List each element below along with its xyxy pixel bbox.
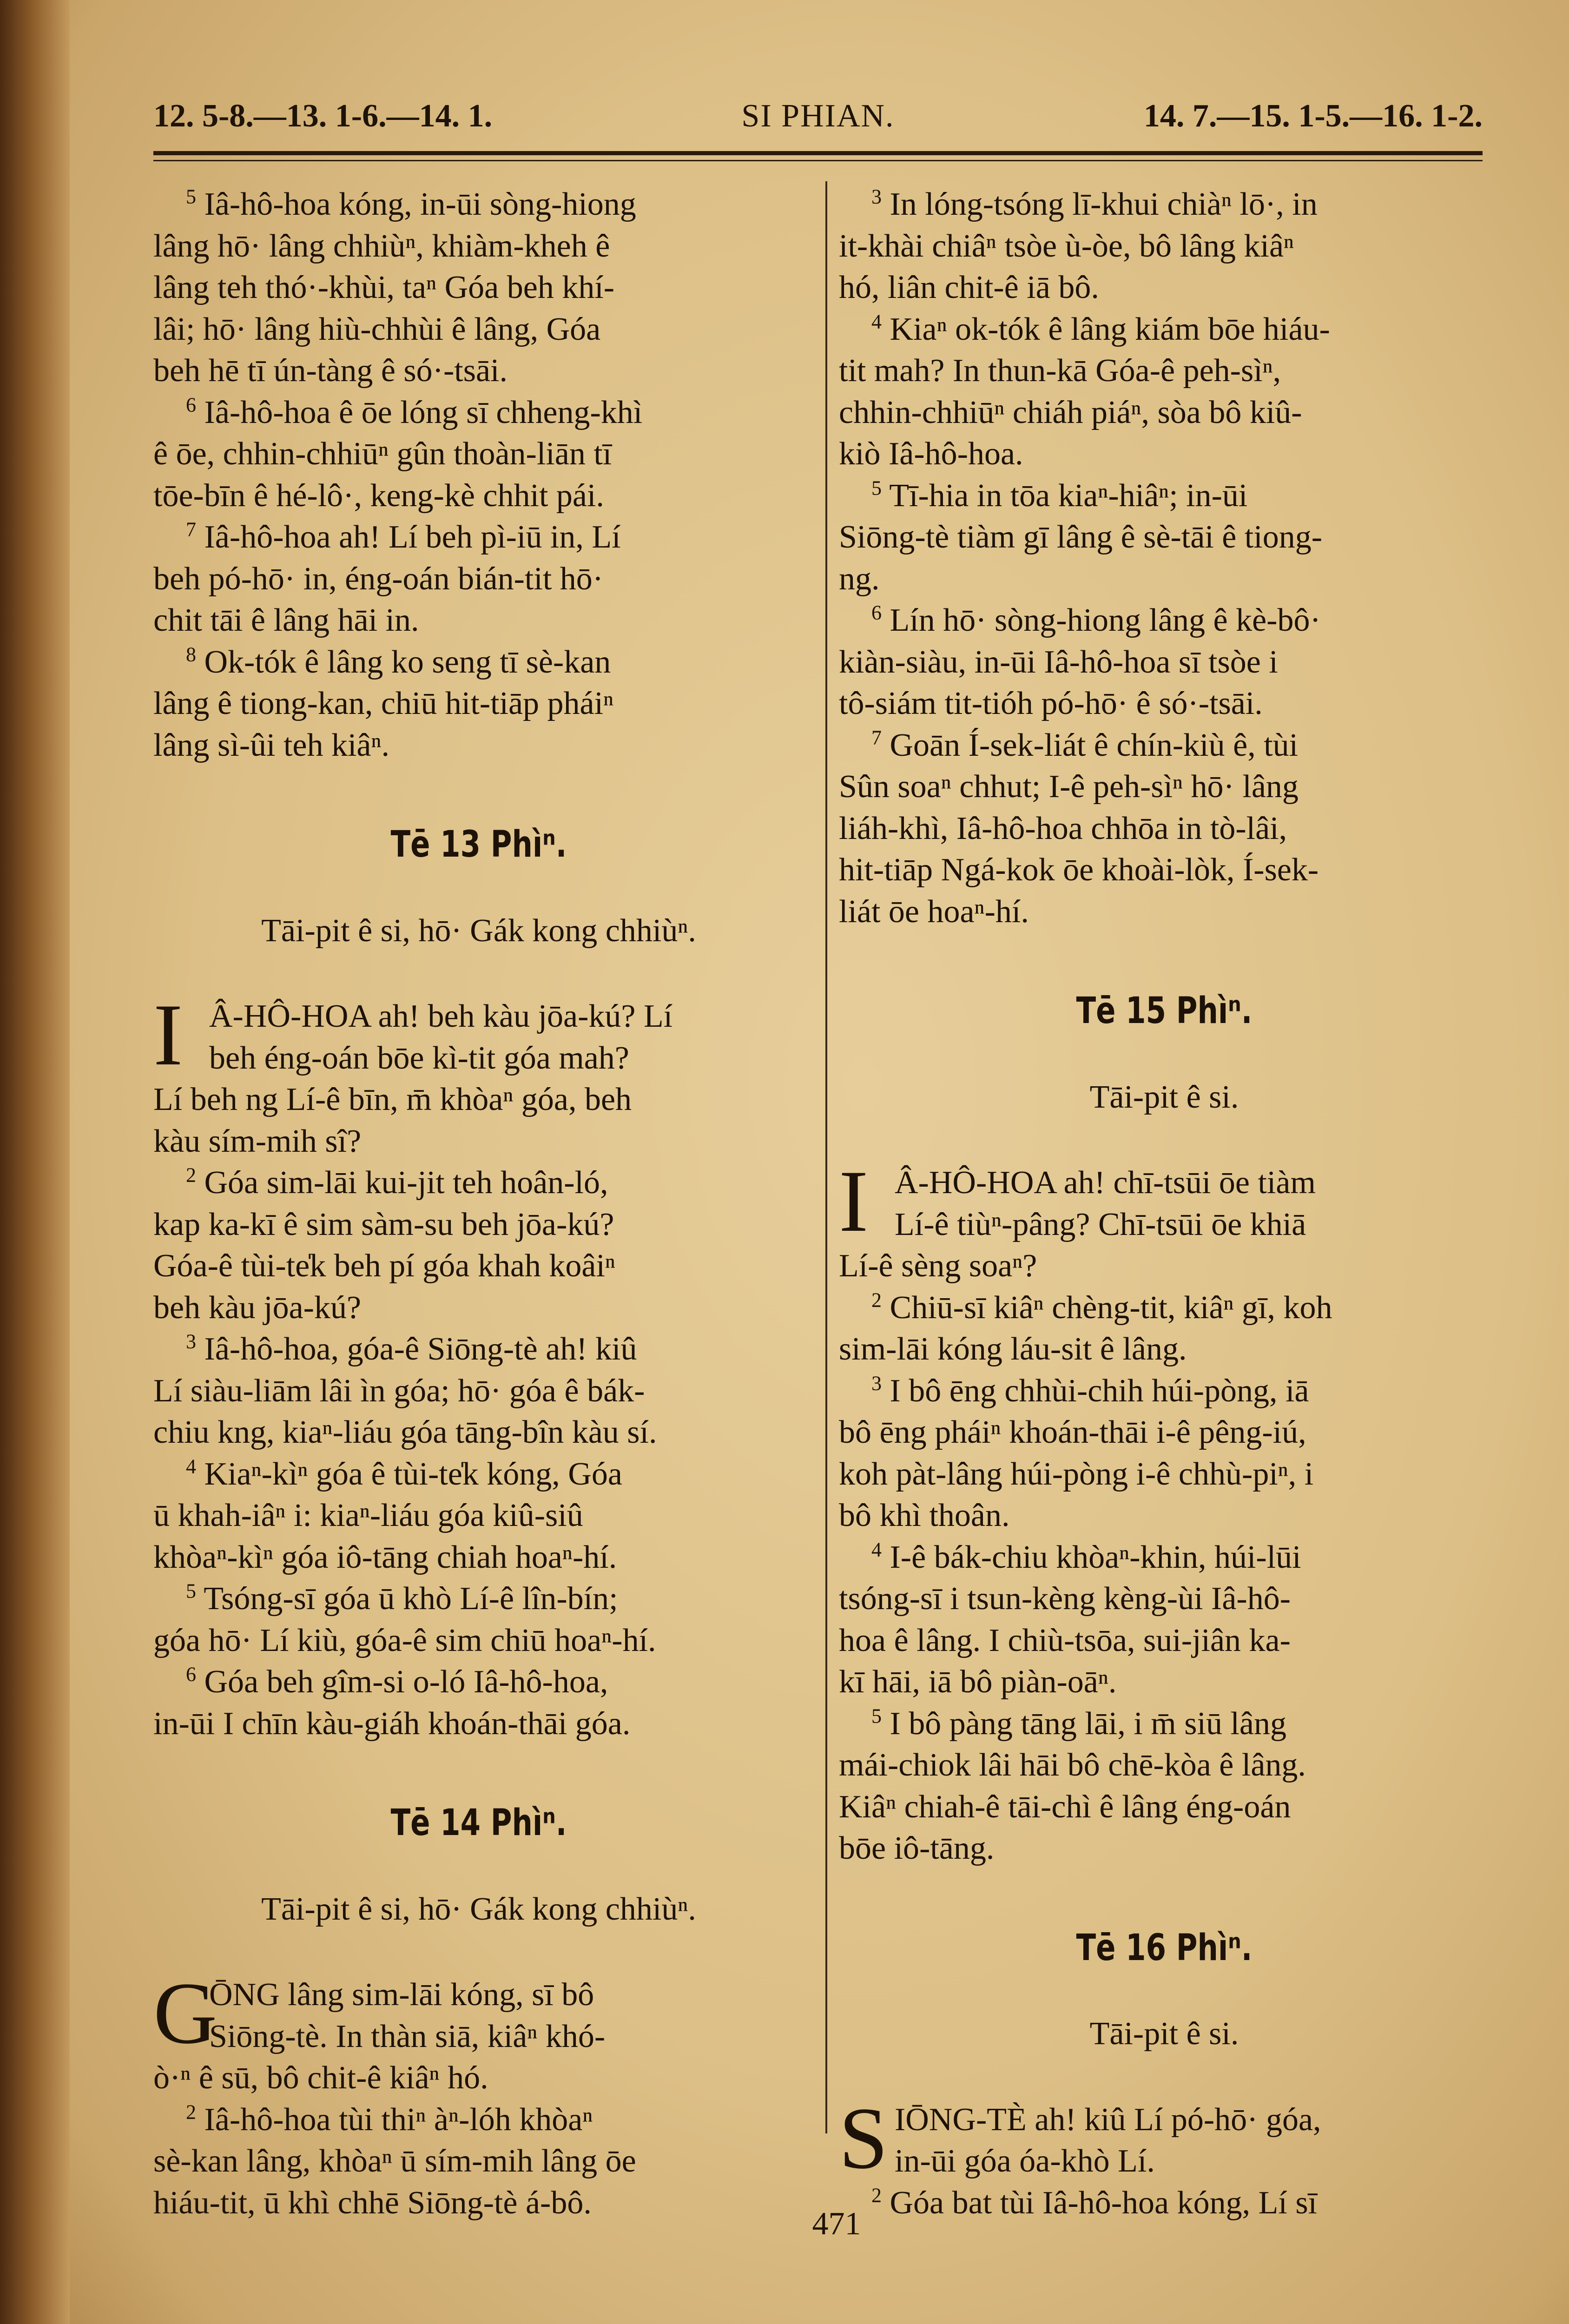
verse-number: 6 <box>871 601 882 624</box>
verse-14-1: G ŌNG lâng sim-lāi kóng, sī bô Siōng-tè. In thàn siā, kiâⁿ khó- <box>153 1965 606 2062</box>
verse-14-6: $^6$ Lín hō· sòng-hiong lâng ê kè-bô· kiàn-siàu, in-ūi Iâ-hô-hoa sī tsòe i tô-siám tit-tióh pó-hō· ê só·-tsāi. <box>839 601 1321 721</box>
chapter-16-title: Tē 16 Phìⁿ. <box>1076 1927 1253 1969</box>
left-column: $^5$ Iâ-hô-hoa kóng, in-ūi sòng-hiong lâng hō· lâng chhiùⁿ, khiàm-kheh ê lâng teh thó·-khùi, taⁿ Góa beh khí- lâi; hō· lâng hiù-chhùi ê lâng, Góa beh hē tī ún-tàng ê só·-tsāi. $^6$ Iâ-hô-hoa ê ōe lóng sī chheng-khì ê ōe, chhin-chhiūⁿ gûn thoàn-liān tī tōe-bīn ê hé-lô·, keng-kè chhit pái. $^7$ Iâ-hô-hoa ah! Lí beh pì-iū in, Lí beh pó-hō· in, éng-oán bián-tit hō· chit tāi ê lâng hāi in. $^8$ Ok-tók ê lâng ko seng tī sè-kan lâng ê tiong-kan, chiū hit-tiāp pháiⁿ lâng sì-ûi teh kiâⁿ. Tē 13 Phìⁿ. Tāi-pit ê si, hō· Gák kong chhiùⁿ. I Â-HÔ-HOA ah! beh kàu jōa-kú? Lí beh éng-oán bōe kì-tit góa mah? Lí beh ng Lí-ê bīn, m̄ khòaⁿ góa, beh kàu sím-mih sî? $^2$ Góa sim-lāi kui-jit teh hoân-ló, kap ka-kī ê sim sàm-su beh jōa-kú? Góa-ê tùi-te̍k beh pí góa khah koâiⁿ beh kàu jōa-kú? $^3$ Iâ-hô-hoa, góa-ê Siōng-tè ah! kiû Lí siàu-liām lâi ìn góa; hō· góa ê bák- chiu kng, kiaⁿ-liáu góa tāng-bîn kàu sí. $^4$ Kiaⁿ-kìⁿ góa ê tùi-te̍k kóng, Góa ū khah-iâⁿ i: kiaⁿ-liáu góa kiû-siû khòaⁿ-kìⁿ góa iô-tāng chiah hoaⁿ-hí. $^5$ Tsóng-sī góa ū khò Lí-ê lîn-bín; góa hō· Lí kiù, góa-ê sim chiū hoaⁿ-hí. $^6$ Góa beh gîm-si o-ló Iâ-hô-hoa, in-ūi I chīn kàu-giáh khoán-thāi góa. Tē 14 Phìⁿ. Tāi-pit ê si, hō· Gák kong chhiùⁿ. G ŌNG lâng sim-lāi kóng, sī bô Siōng-tè. In thàn siā, kiâⁿ khó- ò·ⁿ ê sū, bô chit-ê kiâⁿ hó. $^2$ Iâ-hô-hoa tùi thiⁿ àⁿ-lóh khòaⁿ sè-kan lâng, khòaⁿ ū sím-mih lâng ōe hiáu-tit, ū khì chhē Siōng-tè á-bô. <box>153 184 804 2224</box>
verse-16-2: $^2$ Góa bat tùi Iâ-hô-hoa kóng, Lí sī <box>871 2184 1318 2221</box>
page-number: 471 <box>812 2206 861 2242</box>
right-column: $^3$ In lóng-tsóng lī-khui chiàⁿ lō·, in it-khài chiâⁿ tsòe ù-òe, bô lâng kiâⁿ hó, liân chit-ê iā bô. $^4$ Kiaⁿ ok-tók ê lâng kiám bōe hiáu- tit mah? In thun-kā Góa-ê peh-sìⁿ, chhin-chhiūⁿ chiáh piáⁿ, sòa bô kiû- kiò Iâ-hô-hoa. $^5$ Tī-hia in tōa kiaⁿ-hiâⁿ; in-ūi Siōng-tè tiàm gī lâng ê sè-tāi ê tiong- ng. $^6$ Lín hō· sòng-hiong lâng ê kè-bô· kiàn-siàu, in-ūi Iâ-hô-hoa sī tsòe i tô-siám tit-tióh pó-hō· ê só·-tsāi. $^7$ Goān Í-sek-liát ê chín-kiù ê, tùi Sûn soaⁿ chhut; I-ê peh-sìⁿ hō· lâng liáh-khì, Iâ-hô-hoa chhōa in tò-lâi, hit-tiāp Ngá-kok ōe khoài-lòk, Í-sek- liát ōe hoaⁿ-hí. Tē 15 Phìⁿ. Tāi-pit ê si. I Â-HÔ-HOA ah! chī-tsūi ōe tiàm Lí-ê tiùⁿ-pâng? Chī-tsūi ōe khiā Lí-ê sèng soaⁿ? $^2$ Chiū-sī kiâⁿ chèng-tit, kiâⁿ gī, koh sim-lāi kóng láu-sit ê lâng. $^3$ I bô ēng chhùi-chih húi-pòng, iā bô ēng pháiⁿ khoán-thāi i-ê pêng-iú, koh pàt-lâng húi-pòng i-ê chhù-piⁿ, i bô khì thoân. $^4$ I-ê bák-chiu khòaⁿ-khin, húi-lūi tsóng-sī i tsun-kèng kèng-ùi Iâ-hô- hoa ê lâng. I chiù-tsōa, sui-jiân ka- kī hāi, iā bô piàn-oāⁿ. $^5$ I bô pàng tāng lāi, i m̄ siū lâng mái-chiok lâi hāi bô chē-kòa ê lâng. Kiâⁿ chiah-ê tāi-chì ê lâng éng-oán bōe iô-tāng. Tē 16 Phìⁿ. Tāi-pit ê si. S IŌNG-TÈ ah! kiû Lí pó-hō· góa, in-ūi góa óa-khò Lí. $^2$ Góa bat tùi Iâ-hô-hoa kóng, Lí sī <box>839 184 1490 2224</box>
verse-14-3: $^3$ In lóng-tsóng lī-khui chiàⁿ lō·, in it-khài chiâⁿ tsòe ù-òe, bô lâng kiâⁿ hó, liân chit-ê iā bô. <box>839 185 1318 305</box>
chapter-15-subtitle: Tāi-pit ê si. <box>1089 1079 1239 1115</box>
chapter-13-title: Tē 13 Phìⁿ. <box>390 824 567 865</box>
verse-number: 4 <box>871 310 882 333</box>
verse-16-1: S IŌNG-TÈ ah! kiû Lí pó-hō· góa, in-ūi góa óa-khò Lí. <box>839 2089 1321 2187</box>
verse-number: 8 <box>186 643 196 666</box>
verse-13-6: $^6$ Góa beh gîm-si o-ló Iâ-hô-hoa, in-ūi I chīn kàu-giáh khoán-thāi góa. <box>153 1663 631 1742</box>
verse-number: 3 <box>871 185 882 208</box>
chapter-15-title: Tē 15 Phìⁿ. <box>1076 990 1253 1032</box>
verse-12-6: $^6$ Iâ-hô-hoa ê ōe lóng sī chheng-khì ê ōe, chhin-chhiūⁿ gûn thoàn-liān tī tōe-bīn ê hé-lô·, keng-kè chhit pái. <box>153 393 643 514</box>
verse-12-7: $^7$ Iâ-hô-hoa ah! Lí beh pì-iū in, Lí beh pó-hō· in, éng-oán bián-tit hō· chit tāi ê lâng hāi in. <box>153 518 621 638</box>
verse-number: 2 <box>871 2184 882 2207</box>
verse-13-5: $^5$ Tsóng-sī góa ū khò Lí-ê lîn-bín; góa hō· Lí kiù, góa-ê sim chiū hoaⁿ-hí. <box>153 1579 656 1658</box>
drop-cap: S <box>839 2089 888 2187</box>
verse-number: 3 <box>871 1372 882 1395</box>
verse-13-1: I Â-HÔ-HOA ah! beh kàu jōa-kú? Lí beh éng-oán bōe kì-tit góa mah? <box>153 986 673 1084</box>
verse-number: 2 <box>871 1288 882 1312</box>
drop-cap: I <box>153 986 183 1084</box>
verse-number: 3 <box>186 1330 196 1353</box>
verse-number: 5 <box>871 1704 882 1728</box>
drop-cap: G <box>153 1965 218 2062</box>
verse-number: 2 <box>186 2100 196 2124</box>
verse-14-2: $^2$ Iâ-hô-hoa tùi thiⁿ àⁿ-lóh khòaⁿ sè-kan lâng, khòaⁿ ū sím-mih lâng ōe hiáu-tit, ū khì chhē Siōng-tè á-bô. <box>153 2100 636 2221</box>
verse-13-2: $^2$ Góa sim-lāi kui-jit teh hoân-ló, kap ka-kī ê sim sàm-su beh jōa-kú? Góa-ê tùi-te̍k beh pí góa khah koâiⁿ beh kàu jōa-kú? <box>153 1163 615 1326</box>
verse-15-1: I Â-HÔ-HOA ah! chī-tsūi ōe tiàm Lí-ê tiùⁿ-pâng? Chī-tsūi ōe khiā <box>839 1153 1316 1250</box>
verse-number: 4 <box>871 1538 882 1561</box>
chapter-14-title: Tē 14 Phìⁿ. <box>390 1802 567 1844</box>
verse-13-4: $^4$ Kiaⁿ-kìⁿ góa ê tùi-te̍k kóng, Góa ū khah-iâⁿ i: kiaⁿ-liáu góa kiû-siû khòaⁿ-kìⁿ góa iô-tāng chiah hoaⁿ-hí. <box>153 1455 622 1575</box>
verse-15-5: $^5$ I bô pàng tāng lāi, i m̄ siū lâng mái-chiok lâi hāi bô chē-kòa ê lâng. Kiâⁿ chiah-ê tāi-chì ê lâng éng-oán bōe iô-tāng. <box>839 1704 1306 1866</box>
verse-number: 7 <box>871 726 882 749</box>
verse-15-4: $^4$ I-ê bák-chiu khòaⁿ-khin, húi-lūi tsóng-sī i tsun-kèng kèng-ùi Iâ-hô- hoa ê lâng. I chiù-tsōa, sui-jiân ka- kī hāi, iā bô piàn-oāⁿ. <box>839 1538 1301 1700</box>
header-right-reference: 14. 7.—15. 1-5.—16. 1-2. <box>1143 98 1483 134</box>
verse-15-3: $^3$ I bô ēng chhùi-chih húi-pòng, iā bô ēng pháiⁿ khoán-thāi i-ê pêng-iú, koh pàt-lâng húi-pòng i-ê chhù-piⁿ, i bô khì thoân. <box>839 1372 1314 1533</box>
verse-14-4: $^4$ Kiaⁿ ok-tók ê lâng kiám bōe hiáu- tit mah? In thun-kā Góa-ê peh-sìⁿ, chhin-chhiūⁿ chiáh piáⁿ, sòa bô kiû- kiò Iâ-hô-hoa. <box>839 310 1330 472</box>
header-left-reference: 12. 5-8.—13. 1-6.—14. 1. <box>153 98 493 134</box>
column-divider <box>825 181 827 2133</box>
header-rule-thick <box>153 151 1483 155</box>
verse-number: 6 <box>186 1663 196 1686</box>
page-binding-shadow <box>0 0 70 2324</box>
verse-number: 5 <box>186 1579 196 1603</box>
header-book-title: SI PHIAN. <box>741 98 895 134</box>
header-rule-thin <box>153 160 1483 161</box>
verse-number: 6 <box>186 393 196 416</box>
verse-14-7: $^7$ Goān Í-sek-liát ê chín-kiù ê, tùi Sûn soaⁿ chhut; I-ê peh-sìⁿ hō· lâng liáh-khì, Iâ-hô-hoa chhōa in tò-lâi, hit-tiāp Ngá-kok ōe khoài-lòk, Í-sek- liát ōe hoaⁿ-hí. <box>839 726 1319 930</box>
verse-number: 4 <box>186 1455 196 1478</box>
running-header <box>153 91 1483 142</box>
verse-12-5: $^5$ Iâ-hô-hoa kóng, in-ūi sòng-hiong lâng hō· lâng chhiùⁿ, khiàm-kheh ê lâng teh thó·-khùi, taⁿ Góa beh khí- lâi; hō· lâng hiù-chhùi ê lâng, Góa beh hē tī ún-tàng ê só·-tsāi. <box>153 185 636 389</box>
verse-12-8: $^8$ Ok-tók ê lâng ko seng tī sè-kan lâng ê tiong-kan, chiū hit-tiāp pháiⁿ lâng sì-ûi teh kiâⁿ. <box>153 643 614 763</box>
verse-13-3: $^3$ Iâ-hô-hoa, góa-ê Siōng-tè ah! kiû Lí siàu-liām lâi ìn góa; hō· góa ê bák- chiu kng, kiaⁿ-liáu góa tāng-bîn kàu sí. <box>153 1330 657 1450</box>
chapter-16-subtitle: Tāi-pit ê si. <box>1089 2016 1239 2052</box>
chapter-13-subtitle: Tāi-pit ê si, hō· Gák kong chhiùⁿ. <box>261 912 696 949</box>
verse-number: 5 <box>186 185 196 208</box>
chapter-14-subtitle: Tāi-pit ê si, hō· Gák kong chhiùⁿ. <box>261 1891 696 1927</box>
verse-15-2: $^2$ Chiū-sī kiâⁿ chèng-tit, kiâⁿ gī, koh sim-lāi kóng láu-sit ê lâng. <box>839 1288 1332 1367</box>
verse-number: 7 <box>186 518 196 541</box>
verse-number: 2 <box>186 1163 196 1187</box>
verse-number: 5 <box>871 476 882 500</box>
verse-14-5: $^5$ Tī-hia in tōa kiaⁿ-hiâⁿ; in-ūi Siōng-tè tiàm gī lâng ê sè-tāi ê tiong- ng. <box>839 476 1323 597</box>
drop-cap: I <box>839 1153 869 1250</box>
